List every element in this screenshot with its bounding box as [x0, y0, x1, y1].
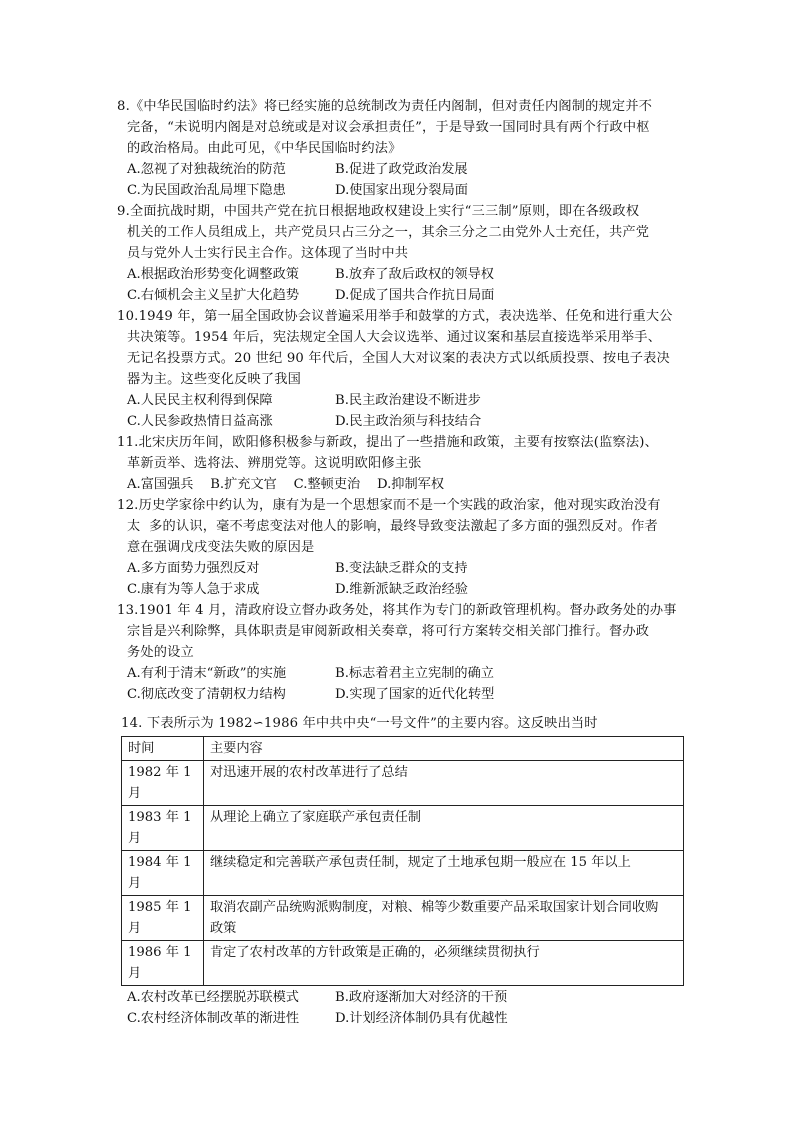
question-9-line-3: 员与党外人士实行民主合作。这体现了当时中共	[127, 246, 409, 261]
question-12-options	[117, 558, 691, 600]
time-line: 月	[128, 966, 142, 981]
option-b: B.放弃了敌后政权的领导权	[335, 267, 494, 282]
time-line: 月	[128, 921, 142, 936]
content-line: 肯定了农村改革的方针政策是正确的，必须继续贯彻执行	[210, 945, 540, 960]
table-cell-content	[204, 941, 684, 986]
table-header-content: 主要内容	[204, 737, 684, 761]
option-a: A.忽视了对独裁统治的防范	[127, 162, 286, 177]
question-10-line-1: 10.1949 年，第一届全国政协会议普遍采用举手和鼓掌的方式，表决选举、任免和进行重大公	[117, 309, 673, 324]
time-line: 月	[128, 831, 142, 846]
question-9	[117, 201, 691, 306]
question-8	[117, 96, 691, 201]
question-11	[117, 432, 691, 495]
question-14-stem: 14. 下表所示为 1982∽1986 年中共中央“一号文件”的主要内容。这反映出当时	[121, 716, 598, 731]
time-line: 月	[128, 876, 142, 891]
table-row	[122, 806, 684, 851]
option-a: A.根据政治形势变化调整政策	[127, 267, 299, 282]
question-8-options	[117, 159, 691, 201]
question-13-line-3: 务处的设立	[127, 645, 194, 660]
content-line: 政策	[210, 921, 237, 936]
option-a: A.农村改革已经摆脱苏联模式	[127, 990, 299, 1005]
question-10-options	[117, 390, 691, 432]
question-8-line-1: 8.《中华民国临时约法》将已经实施的总统制改为责任内阁制，但对责任内阁制的规定并不	[117, 99, 653, 114]
option-b: B.促进了政党政治发展	[335, 162, 468, 177]
table-row	[122, 761, 684, 806]
question-9-line-2: 机关的工作人员组成上，共产党员只占三分之一，其余三分之二由党外人士充任，共产党	[127, 225, 650, 240]
content-line: 对迅速开展的农村改革进行了总结	[210, 765, 408, 780]
option-c: C.康有为等人急于求成	[127, 582, 260, 597]
question-10-line-2: 共决策等。1954 年后，宪法规定全国人大会议选举、通过议案和基层直接选举采用举手、	[127, 330, 662, 345]
options-inline: A.富国强兵 B.扩充文官 C.整顿吏治 D.抑制军权	[127, 477, 445, 492]
option-c: C.彻底改变了清朝权力结构	[127, 687, 286, 702]
option-b: B.标志着君主立宪制的确立	[335, 666, 494, 681]
question-10	[117, 306, 691, 432]
option-c: C.右倾机会主义呈扩大化趋势	[127, 288, 300, 303]
question-14-options	[117, 987, 691, 1029]
question-10-line-3: 无记名投票方式。20 世纪 90 年代后，全国人大对议案的表决方式以纸质投票、按电子表决	[127, 351, 670, 366]
question-12	[117, 495, 691, 600]
option-d: D.实现了国家的近代化转型	[335, 687, 495, 702]
table-cell-time	[122, 806, 204, 851]
option-b: B.变法缺乏群众的支持	[335, 561, 468, 576]
question-9-options	[117, 264, 691, 306]
table-header-row	[122, 737, 684, 761]
table-cell-content	[204, 806, 684, 851]
option-c: C.人民参政热情日益高涨	[127, 414, 273, 429]
time-line: 1986 年 1	[128, 945, 192, 960]
question-13-line-2: 宗旨是兴利除弊，具体职责是审阅新政相关奏章，将可行方案转交相关部门推行。督办政	[127, 624, 650, 639]
question-8-line-2: 完备，“未说明内阁是对总统或是对议会承担责任”，于是导致一国同时具有两个行政中枢	[127, 120, 650, 135]
question-13-options	[117, 663, 691, 705]
option-c: C.为民国政治乱局埋下隐患	[127, 183, 286, 198]
question-12-line-2: 太 多的认识，毫不考虑变法对他人的影响，最终导致变法激起了多方面的强烈反对。作者	[127, 519, 658, 534]
option-d: D.计划经济体制仍具有优越性	[335, 1011, 508, 1026]
option-a: A.多方面势力强烈反对	[127, 561, 260, 576]
question-11-line-1: 11.北宋庆历年间，欧阳修积极参与新政，提出了一些措施和政策，主要有按察法(监察法)、	[117, 435, 658, 450]
table-cell-content	[204, 896, 684, 941]
table-cell-time	[122, 761, 204, 806]
time-line: 月	[128, 786, 142, 801]
table-row	[122, 941, 684, 986]
option-a: A.人民民主权利得到保障	[127, 393, 273, 408]
content-line: 取消农副产品统购派购制度，对粮、棉等少数重要产品采取国家计划合同收购	[210, 900, 659, 915]
question-12-line-3: 意在强调戊戌变法失败的原因是	[127, 540, 315, 555]
table-row	[122, 851, 684, 896]
table-cell-content	[204, 851, 684, 896]
question-9-line-1: 9.全面抗战时期，中国共产党在抗日根据地政权建设上实行“三三制”原则，即在各级政权	[117, 204, 640, 219]
option-c: C.农村经济体制改革的渐进性	[127, 1011, 300, 1026]
document-table	[121, 736, 684, 986]
option-d: D.使国家出现分裂局面	[335, 183, 468, 198]
table-cell-content	[204, 761, 684, 806]
table-cell-time	[122, 851, 204, 896]
table-row	[122, 896, 684, 941]
option-b: B.民主政治建设不断进步	[335, 393, 481, 408]
question-11-line-2: 革新贡举、选将法、辨朋党等。这说明欧阳修主张	[127, 456, 422, 471]
table-cell-time	[122, 896, 204, 941]
question-12-line-1: 12.历史学家徐中约认为，康有为是一个思想家而不是一个实践的政治家，他对现实政治没有	[117, 498, 661, 513]
exam-page	[117, 96, 691, 1029]
time-line: 1982 年 1	[128, 765, 192, 780]
option-b: B.政府逐渐加大对经济的干预	[335, 990, 508, 1005]
question-8-line-3: 的政治格局。由此可见，《中华民国临时约法》	[127, 141, 402, 156]
table-cell-time	[122, 941, 204, 986]
content-line: 从理论上确立了家庭联产承包责任制	[210, 810, 421, 825]
time-line: 1984 年 1	[128, 855, 192, 870]
option-a: A.有利于清末“新政”的实施	[127, 666, 287, 681]
time-line: 1985 年 1	[128, 900, 192, 915]
option-d: D.维新派缺乏政治经验	[335, 582, 468, 597]
option-d: D.民主政治须与科技结合	[335, 414, 482, 429]
question-13	[117, 600, 691, 705]
question-10-line-4: 器为主。这些变化反映了我国	[127, 372, 302, 387]
question-11-options	[117, 474, 691, 495]
time-line: 1983 年 1	[128, 810, 192, 825]
question-13-line-1: 13.1901 年 4 月，清政府设立督办政务处，将其作为专门的新政管理机构。督办政务处的办事	[117, 603, 677, 618]
question-14	[117, 713, 691, 1029]
option-d: D.促成了国共合作抗日局面	[335, 288, 495, 303]
content-line: 继续稳定和完善联产承包责任制，规定了土地承包期一般应在 15 年以上	[210, 855, 631, 870]
table-header-time: 时间	[122, 737, 204, 761]
